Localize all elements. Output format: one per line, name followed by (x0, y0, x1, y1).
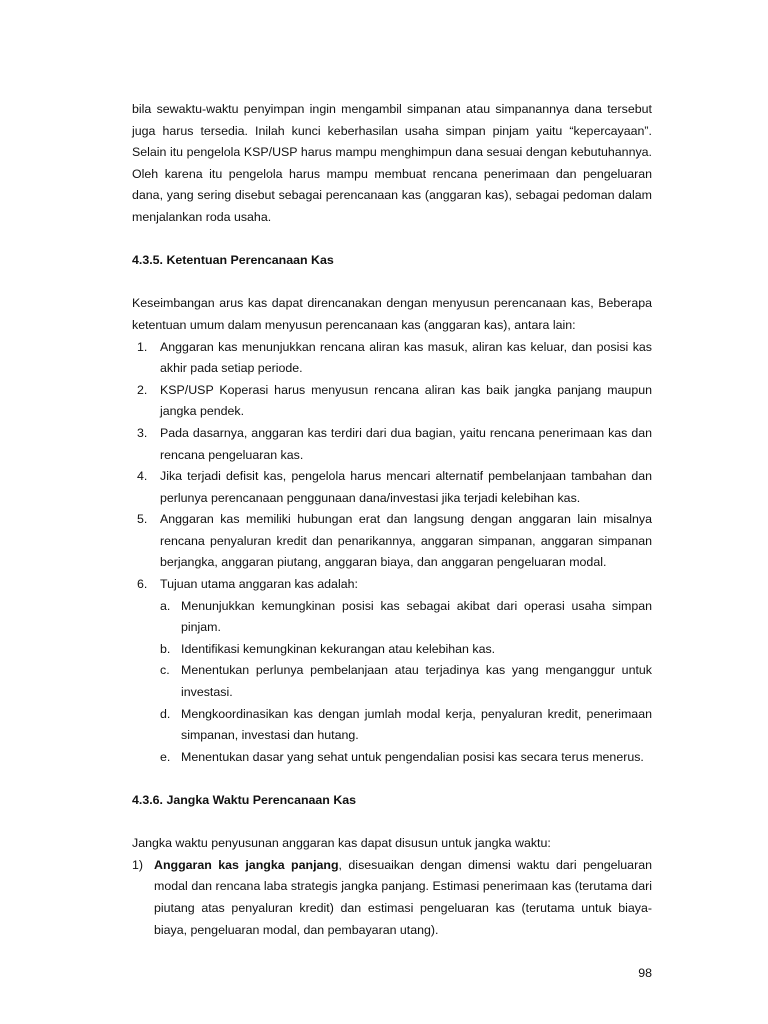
page-number: 98 (638, 966, 652, 980)
list-number: 5. (137, 512, 148, 527)
list-number: 1. (137, 339, 148, 354)
list-item (132, 855, 652, 941)
sublist-letter: b. (160, 641, 171, 656)
list-number: 3. (137, 425, 148, 440)
list-item (132, 509, 652, 574)
list-number: 2. (137, 382, 148, 397)
list-item-text: Tujuan utama anggaran kas adalah: (160, 577, 358, 592)
list-number: 1) (132, 857, 144, 872)
section-heading-436: 4.3.6. Jangka Waktu Perencanaan Kas (132, 793, 357, 807)
sublist-letter: d. (160, 706, 171, 721)
list-item (132, 466, 652, 509)
sublist-letter: e. (160, 749, 171, 764)
sublist-item (160, 747, 652, 769)
list-item-text: Anggaran kas memiliki hubungan erat dan langsung dengan anggaran lain misalnya rencana penyaluran kredit dan penarikannya, anggaran simpanan, anggaran simpanan berjangka, anggaran piutang, anggaran biaya, dan anggaran pengeluaran modal. (160, 512, 652, 570)
page-content (132, 99, 652, 941)
sublist-item-text: Menentukan perlunya pembelanjaan atau terjadinya kas yang menganggur untuk investasi. (181, 663, 652, 700)
list-number: 4. (137, 469, 148, 484)
sublist-item (160, 660, 652, 703)
sublist-item (160, 704, 652, 747)
list-number: 6. (137, 577, 148, 592)
sublist-item-text: Menentukan dasar yang sehat untuk pengendalian posisi kas secara terus menerus. (181, 749, 644, 764)
sublist-letter: c. (160, 663, 170, 678)
sublist-item-text: Mengkoordinasikan kas dengan jumlah modal kerja, penyaluran kredit, penerimaan simpanan, investasi dan hutang. (181, 706, 652, 743)
sublist-item-text: Menunjukkan kemungkinan posisi kas sebagai akibat dari operasi usaha simpan pinjam. (181, 598, 652, 635)
section-435-intro: Keseimbangan arus kas dapat direncanakan dengan menyusun perencanaan kas, Beberapa ketentuan umum dalam menyusun perencanaan kas (anggaran kas), antara lain: (132, 296, 652, 332)
sublist-item-text: Identifikasi kemungkinan kekurangan atau kelebihan kas. (181, 641, 496, 656)
intro-paragraph: bila sewaktu-waktu penyimpan ingin mengambil simpanan atau simpanannya dana tersebut juga harus tersedia. Inilah kunci keberhasilan usaha simpan pinjam yaitu “kepercayaan”. Selain itu pengelola KSP/USP harus mampu menghimpun dana sesuai dengan kebutuhannya. Oleh karena itu pengelola harus mampu membuat rencana penerimaan dan pengeluaran dana, yang sering disebut sebagai perencanaan kas (anggaran kas), sebagai pedoman dalam menjalankan roda usaha. (132, 102, 652, 224)
list-item-text: Pada dasarnya, anggaran kas terdiri dari dua bagian, yaitu rencana penerimaan kas dan rencana pengeluaran kas. (160, 425, 652, 462)
list-item-text: Jika terjadi defisit kas, pengelola harus mencari alternatif pembelanjaan tambahan dan perlunya perencanaan penggunaan dana/investasi jika terjadi kelebihan kas. (160, 469, 652, 505)
bold-term: Anggaran kas jangka panjang (154, 857, 339, 872)
sublist-item (160, 596, 652, 639)
sublist-letter: a. (160, 598, 171, 613)
list-item (132, 574, 652, 768)
numbered-list (132, 337, 652, 769)
list-item-text: Anggaran kas menunjukkan rencana aliran kas masuk, aliran kas keluar, dan posisi kas akhir pada setiap periode. (160, 339, 652, 376)
list-item (132, 337, 652, 380)
list-item-text: KSP/USP Koperasi harus menyusun rencana aliran kas baik jangka panjang maupun jangka pendek. (160, 382, 652, 419)
list-item (132, 423, 652, 466)
section-436-intro: Jangka waktu penyusunan anggaran kas dapat disusun untuk jangka waktu: (132, 836, 551, 851)
section-heading-435: 4.3.5. Ketentuan Perencanaan Kas (132, 253, 334, 268)
list-item-text: , disesuaikan dengan dimensi waktu dari pengeluaran modal dan rencana laba strategis jangka panjang. Estimasi penerimaan kas (terutama dari piutang atas penyaluran kredit) dan estimasi pengeluaran kas (terutama untuk biaya-biaya, pengeluaran modal, dan pembayaran utang). (154, 857, 652, 937)
lettered-sublist (160, 596, 652, 769)
sublist-item (160, 639, 652, 661)
list-item (132, 380, 652, 423)
